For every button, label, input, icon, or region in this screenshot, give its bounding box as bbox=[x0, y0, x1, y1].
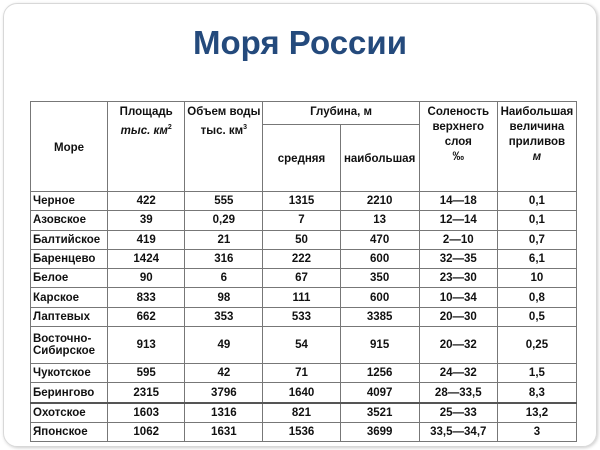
header-area: Площадь тыс. $км^2$ bbox=[108, 102, 185, 192]
cell-tide: 1,5 bbox=[497, 364, 576, 383]
cell-depth-max: 915 bbox=[340, 327, 419, 364]
table-row bbox=[31, 422, 577, 441]
table-row bbox=[31, 192, 577, 211]
cell-area: 422 bbox=[108, 192, 185, 211]
cell-depth-max: 3521 bbox=[340, 403, 419, 423]
cell-depth-max: 350 bbox=[340, 269, 419, 288]
cell-sea-name: Берингово bbox=[31, 383, 108, 403]
cell-salinity: 14—18 bbox=[419, 192, 497, 211]
cell-depth-avg: 54 bbox=[263, 327, 340, 364]
cell-sea-name: Охотское bbox=[31, 403, 108, 423]
cell-volume: 0,29 bbox=[185, 211, 263, 230]
cell-tide: 10 bbox=[497, 269, 576, 288]
table-row bbox=[31, 269, 577, 288]
cell-salinity: 24—32 bbox=[419, 364, 497, 383]
cell-depth-max: 3699 bbox=[340, 422, 419, 441]
cell-sea-name: Карское bbox=[31, 288, 108, 307]
cell-area: 2315 bbox=[108, 383, 185, 403]
cell-area: 39 bbox=[108, 211, 185, 230]
cell-area: 419 bbox=[108, 230, 185, 249]
cell-depth-avg: 222 bbox=[263, 249, 340, 268]
header-volume: Объем воды тыс. $км^3$ bbox=[185, 102, 263, 192]
seas-table bbox=[30, 101, 577, 442]
cell-depth-max: 3385 bbox=[340, 307, 419, 326]
cell-tide: 0,8 bbox=[497, 288, 576, 307]
table-row bbox=[31, 327, 577, 364]
cell-tide: 8,3 bbox=[497, 383, 576, 403]
cell-volume: 3796 bbox=[185, 383, 263, 403]
cell-sea-name: Чукотское bbox=[31, 364, 108, 383]
cell-depth-max: 470 bbox=[340, 230, 419, 249]
page-title: Моря России bbox=[193, 24, 407, 61]
cell-area: 833 bbox=[108, 288, 185, 307]
table-row bbox=[31, 230, 577, 249]
cell-depth-avg: 1640 bbox=[263, 383, 340, 403]
cell-salinity: 2—10 bbox=[419, 230, 497, 249]
table-row bbox=[31, 403, 577, 423]
cell-sea-name: Баренцево bbox=[31, 249, 108, 268]
cell-salinity: 33,5—34,7 bbox=[419, 422, 497, 441]
cell-depth-avg: 50 bbox=[263, 230, 340, 249]
cell-tide: 0,25 bbox=[497, 327, 576, 364]
cell-sea-name: Лаптевых bbox=[31, 307, 108, 326]
cell-depth-max: 600 bbox=[340, 249, 419, 268]
table-row bbox=[31, 364, 577, 383]
table-row bbox=[31, 288, 577, 307]
cell-salinity: 25—33 bbox=[419, 403, 497, 423]
cell-sea-name: Черное bbox=[31, 192, 108, 211]
cell-sea-name: Белое bbox=[31, 269, 108, 288]
cell-salinity: 20—32 bbox=[419, 327, 497, 364]
cell-volume: 98 bbox=[185, 288, 263, 307]
cell-volume: 42 bbox=[185, 364, 263, 383]
cell-volume: 1316 bbox=[185, 403, 263, 423]
cell-depth-max: 1256 bbox=[340, 364, 419, 383]
cell-tide: 0,1 bbox=[497, 192, 576, 211]
cell-depth-avg: 533 bbox=[263, 307, 340, 326]
header-tide: Наибольшая величина приливов м bbox=[497, 102, 576, 192]
cell-tide: 13,2 bbox=[497, 403, 576, 423]
table-row bbox=[31, 307, 577, 326]
cell-area: 1424 bbox=[108, 249, 185, 268]
header-depth: Глубина, м bbox=[263, 102, 419, 125]
header-depth-avg: средняя bbox=[263, 125, 340, 192]
cell-area: 90 bbox=[108, 269, 185, 288]
cell-depth-avg: 111 bbox=[263, 288, 340, 307]
cell-area: 662 bbox=[108, 307, 185, 326]
cell-sea-name: Японское bbox=[31, 422, 108, 441]
cell-area: 1062 bbox=[108, 422, 185, 441]
cell-salinity: 12—14 bbox=[419, 211, 497, 230]
cell-tide: 3 bbox=[497, 422, 576, 441]
cell-volume: 353 bbox=[185, 307, 263, 326]
header-depth-max: наибольшая bbox=[340, 125, 419, 192]
table-row bbox=[31, 383, 577, 403]
cell-volume: 1631 bbox=[185, 422, 263, 441]
header-salinity: Соленость верхнего слоя ‰ bbox=[419, 102, 497, 192]
cell-sea-name: Балтийское bbox=[31, 230, 108, 249]
header-sea: Море bbox=[31, 102, 108, 192]
cell-area: 913 bbox=[108, 327, 185, 364]
cell-salinity: 20—30 bbox=[419, 307, 497, 326]
cell-depth-max: 600 bbox=[340, 288, 419, 307]
cell-depth-avg: 1536 bbox=[263, 422, 340, 441]
cell-area: 1603 bbox=[108, 403, 185, 423]
cell-volume: 6 bbox=[185, 269, 263, 288]
cell-sea-name: Восточно-Сибирское bbox=[31, 327, 108, 364]
cell-tide: 6,1 bbox=[497, 249, 576, 268]
cell-sea-name: Азовское bbox=[31, 211, 108, 230]
cell-depth-max: 13 bbox=[340, 211, 419, 230]
table-row bbox=[31, 211, 577, 230]
cell-volume: 49 bbox=[185, 327, 263, 364]
cell-depth-avg: 71 bbox=[263, 364, 340, 383]
cell-depth-max: 4097 bbox=[340, 383, 419, 403]
table-row bbox=[31, 249, 577, 268]
cell-salinity: 28—33,5 bbox=[419, 383, 497, 403]
cell-salinity: 10—34 bbox=[419, 288, 497, 307]
cell-tide: 0,5 bbox=[497, 307, 576, 326]
cell-tide: 0,1 bbox=[497, 211, 576, 230]
cell-volume: 555 bbox=[185, 192, 263, 211]
cell-depth-max: 2210 bbox=[340, 192, 419, 211]
cell-salinity: 32—35 bbox=[419, 249, 497, 268]
cell-depth-avg: 67 bbox=[263, 269, 340, 288]
cell-tide: 0,7 bbox=[497, 230, 576, 249]
cell-volume: 316 bbox=[185, 249, 263, 268]
cell-depth-avg: 1315 bbox=[263, 192, 340, 211]
cell-volume: 21 bbox=[185, 230, 263, 249]
cell-depth-avg: 821 bbox=[263, 403, 340, 423]
cell-depth-avg: 7 bbox=[263, 211, 340, 230]
cell-area: 595 bbox=[108, 364, 185, 383]
cell-salinity: 23—30 bbox=[419, 269, 497, 288]
